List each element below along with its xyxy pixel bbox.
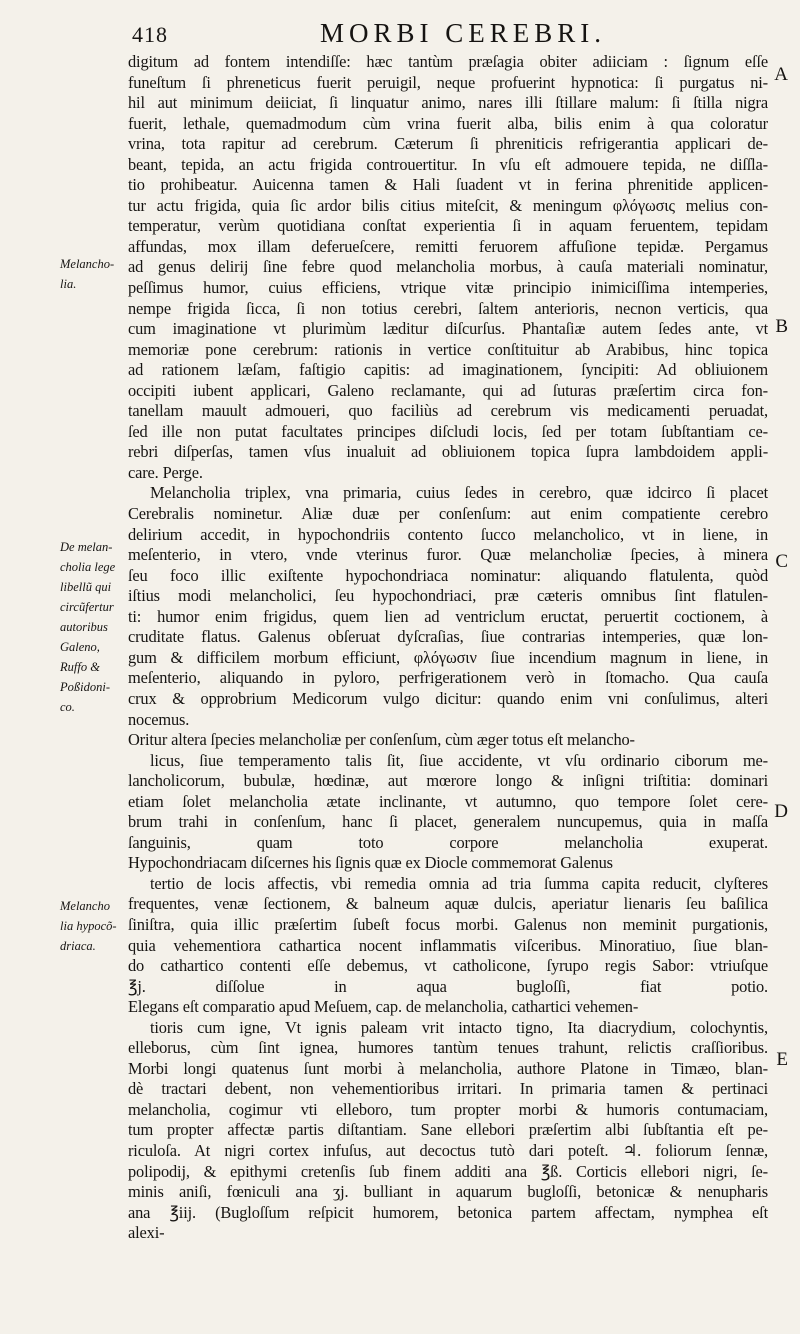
text-line: tertio de locis affectis, vbi remedia omnia ad tria ſumma capita reducit, clyſteres	[150, 873, 768, 893]
text-line: fuerit, lethale, quemadmodum cùm vrina fuerit alba, bilis enim à qua coloratur	[128, 113, 768, 133]
margin-note-line: libellũ qui	[60, 580, 112, 594]
text-line: Cerebralis nominetur. Aliæ duæ per conſenſum: aut enim compatiente cerebro	[128, 504, 768, 524]
text-line: occipiti iubent applicari, Galeno reclamante, qui ad ſuturas præſertim circa fon-	[128, 380, 768, 400]
margin-note-line: co.	[60, 700, 75, 714]
text-line: hil aut minimum deiiciat, ſi linquatur animo, nares illi ſtillare malum: ſi ſtilla nigra	[128, 93, 768, 113]
text-line: minis aniſi, fœniculi ana ʒj. bulliant in aquarum bugloſſi, betonicæ & nenupharis	[128, 1182, 768, 1202]
text-line: polipodij, & epithymi cretenſis ſub finem additi ana ℥ß. Corticis ellebori nigri, ſe-	[128, 1161, 768, 1181]
section-letter-a: A	[774, 64, 788, 85]
text-line: Oritur altera ſpecies melancholiæ per conſenſum, cùm æger totus eſt melancho-	[128, 730, 635, 750]
text-line: beant, tepida, an actu frigida controuertitur. In vſu eſt admouere tepida, ne diſſla-	[128, 154, 768, 174]
margin-note-melancholia	[60, 254, 128, 294]
margin-note-line: autoribus	[60, 620, 108, 634]
text-line: tio prohibeatur. Auicenna tamen & Hali ſuadent vt in ferina phrenitide applicen-	[128, 175, 768, 195]
text-line: care. Perge.	[128, 462, 203, 482]
text-line: memoriæ pone cerebrum: rationis in vertice conſtituitur ab Arabibus, hinc topica	[128, 339, 768, 359]
text-line: delirium accedit, in hypochondriis contento ſucco melancholico, vt in liene, in	[128, 524, 768, 544]
margin-note-line: De melan-	[60, 540, 113, 554]
section-letter-e: E	[776, 1049, 788, 1070]
margin-note-line: Galeno,	[60, 640, 100, 654]
text-line: melancholia, cogimur vti elleboro, tum propter morbi & humoris contumaciam,	[128, 1099, 768, 1119]
text-line: Melancholia triplex, vna primaria, cuius ſedes in cerebro, quæ idcirco ſi placet	[150, 483, 768, 503]
margin-note-line: Ruffo &	[60, 660, 100, 674]
text-line: ſeu foco illic exiſtente hypochondriaca nominatur: aliquando flatulenta, quòd	[128, 565, 768, 585]
body-text	[128, 52, 768, 1264]
margin-note-line: circũfertur	[60, 600, 114, 614]
text-line: crux & opprobrium Medicorum vulgo dicitur: quando enim vni conſulimus, alteri	[128, 688, 768, 708]
text-line: peſſimus humor, cuius efficiens, vtrique vitæ principio inimiciſſima intemperies,	[128, 278, 768, 298]
text-line: funeſtum ſi phreneticus fuerit peruigil, neque profuerint hypnotica: ſi purgatus ni-	[128, 72, 768, 92]
text-line: nempe frigida ſicca, ſi non totius cerebri, ſaltem anterioris, necnon verticis, qua	[128, 298, 768, 318]
text-line: Morbi longi quatenus ſunt morbi à melancholia, authore Platone in Timæo, blan-	[128, 1058, 768, 1078]
text-line: digitum ad fontem intendiſſe: hæc tantùm præſagia obiter adiiciam : ſignum eſſe	[128, 52, 768, 71]
margin-notes	[0, 0, 130, 1334]
catchword	[128, 1244, 768, 1265]
margin-note-hypochondriaca	[60, 896, 128, 956]
text-line: ad genus delirij ſine febre quod melancholia morbus, à cauſa materiali nominatur,	[128, 257, 768, 277]
text-line: temperatur, verùm quotidiana conſtat experientia ſi in aquam feruentem, tepidam	[128, 216, 768, 236]
margin-note-line: lia hypocõ-	[60, 919, 117, 933]
text-line: brum trahi in conſenſum, hanc ſi placet, generalem nuncupemus, quia in maſſa	[128, 812, 768, 832]
text-line: Hypochondriacam diſcernes his ſignis quæ ex Diocle commemorat Galenus	[128, 853, 613, 873]
text-line: etiam ſolet melancholia ætate inclinante, vt autumno, quo tempore ſolet cere-	[128, 791, 768, 811]
text-line: quia vehementiora cathartica nocent inflammatis viſceribus. Minoratiuo, ſiue blan-	[128, 935, 768, 955]
text-line: tum propter affectæ partis diſtantiam. Sane ellebori præſertim albi ſubſtantia eſt pe-	[128, 1120, 768, 1140]
text-line: meſenterio, in vtero, vnde vterinus furor. Quæ melancholiæ ſpecies, à minera	[128, 545, 768, 565]
section-letter-d: D	[774, 801, 788, 822]
margin-note-line: cholia lege	[60, 560, 116, 574]
text-line: ana ℥iij. (Bugloſſum reſpicit humorem, betonica partem affectam, nymphea eſt	[128, 1202, 768, 1222]
text-line: Elegans eſt comparatio apud Meſuem, cap. de melancholia, cathartici vehemen-	[128, 997, 639, 1017]
text-line: tioris cum igne, Vt ignis paleam vrit intacto tigno, Ita diacrydium, colochyntis,	[150, 1017, 768, 1037]
text-line: ſiniſtra, quia illic præſertim ſubeſt focus morbi. Galenus non meminit purgationis,	[128, 914, 768, 934]
text-line: ſed ille non putat facultates principes diſcludi locis, ſed per totam ſubſtantiam ce-	[128, 421, 768, 441]
running-title: MORBI CEREBRI.	[320, 18, 607, 48]
text-line: lancholicorum, bubulæ, hœdinæ, aut mœrore longo & inſigni triſtitia: dominari	[128, 771, 768, 791]
text-line: dè tractari debent, non vehementioribus irritari. In primaria tamen & pertinaci	[128, 1079, 768, 1099]
text-line: frequentes, venæ ſectionem, & balneum aquæ dulcis, aperiatur lienaris ſeu baſilica	[128, 894, 768, 914]
margin-note-line: driaca.	[60, 939, 96, 953]
text-line: ſanguinis, quam toto corpore melancholia exuperat.	[128, 832, 768, 852]
text-line: meſenterio, aliquando in pyloro, perfrigerationem verò in ſtomacho. Qua cauſa	[128, 668, 768, 688]
text-line: tanellam mauult admoueri, quo faciliùs ad cerebrum vis medicamenti peruadat,	[128, 401, 768, 421]
text-line: ti: humor enim frigidus, quem lien ad ventriclum eructat, peruertit coctionem, à	[128, 606, 768, 626]
text-line: rebri diſperſas, tamen vſus inualuit ad obliuionem topica ſupra lambdoidem appli-	[128, 442, 768, 462]
text-line: elleborus, cùm ſint ignea, humores tantùm tenues trahunt, relictis craſſioribus.	[128, 1038, 768, 1058]
text-line: ℥j. diſſolue in aqua bugloſſi, fiat potio.	[128, 976, 768, 996]
text-line: gum & difficilem morbum efficiunt, φλόγωσιν ſiue incendium magnum in liene, in	[128, 647, 768, 667]
page-number: 418	[132, 22, 168, 47]
margin-note-line: Melancho	[60, 899, 110, 913]
margin-note-line: lia.	[60, 277, 77, 291]
section-letter-b: B	[775, 316, 788, 337]
text-line: vrina, tota rapitur ad cerebrum. Cæterum ſi phreniticis refrigerantia applicari de-	[128, 134, 768, 154]
text-line: do cathartico contenti eſſe debemus, vt catholicone, ſyrupo regis Sabor: vtriuſque	[128, 956, 768, 976]
margin-note-de-melancholia	[60, 537, 128, 717]
text-line: alexi-	[128, 1223, 165, 1243]
text-line: cum imaginatione vt plurimùm læditur diſcurſus. Phantaſiæ autem ſedes ante, vt	[128, 319, 768, 339]
margin-note-line: Poßidoni-	[60, 680, 110, 694]
text-line: ad rationem læſam, faſtigio capitis: ad imaginationem, ſyncipiti: Ad obliuionem	[128, 360, 768, 380]
text-line: nocemus.	[128, 709, 190, 729]
text-line: tur actu frigida, quia ſic ardor bilis citius miteſcit, & meningum φλόγωσις melius con-	[128, 195, 768, 215]
section-letter-c: C	[775, 551, 788, 572]
margin-note-line: Melancho-	[60, 257, 115, 271]
text-line: cruditate flatus. Galenus obſeruat dyſcraſias, ſiue contrarias intemperies, quæ lon-	[128, 627, 768, 647]
text-line: affundas, mox illam deferueſcere, remitti feruorem affuſione tepidæ. Pergamus	[128, 236, 768, 256]
text-line: riculoſa. At nigri cortex infuſus, aut decoctus tutò dari poteſt. ♃. foliorum ſennæ,	[128, 1140, 768, 1160]
text-line: licus, ſiue temperamento talis ſit, ſiue accidente, vt vſu ordinario ciborum me-	[150, 750, 768, 770]
text-line: iſtius modi melancholici, ſeu hypochondriaci, præ cæteris omnibus ſint flatulen-	[128, 586, 768, 606]
